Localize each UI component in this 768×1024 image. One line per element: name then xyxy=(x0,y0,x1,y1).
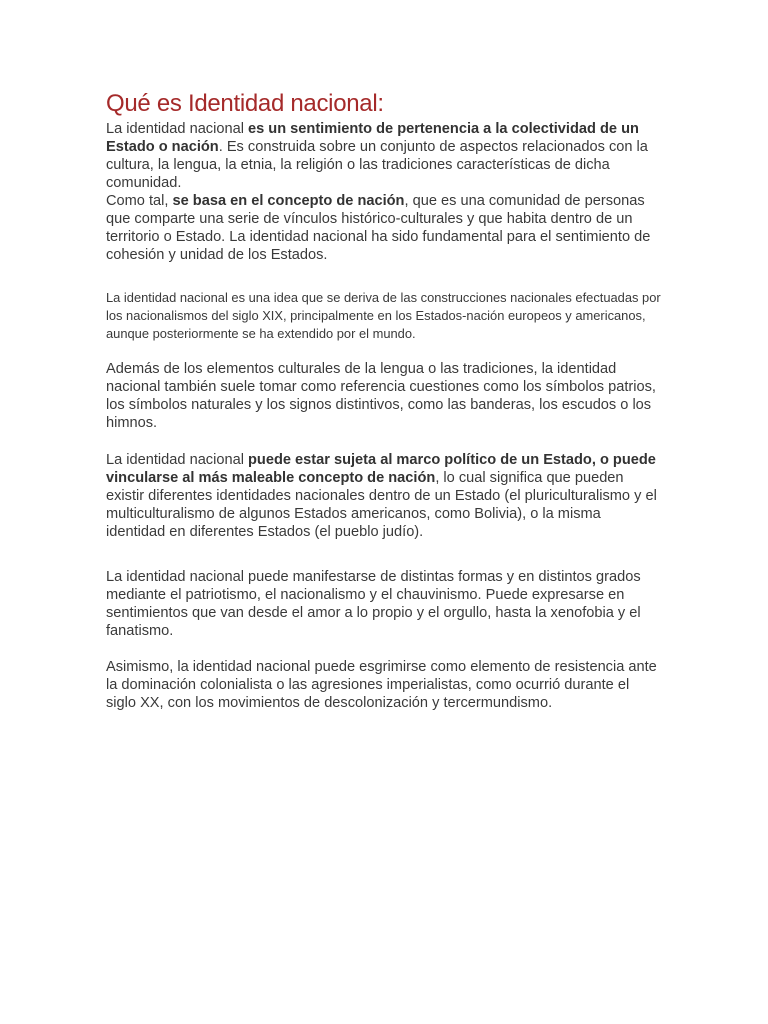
paragraph-origin: La identidad nacional es una idea que se deriva de las construcciones nacionales efectuadas por los nacionalismos del siglo XIX, principalmente en los Estados-nación europeos y americanos, aunque posteriormente se ha extendido por el mundo. xyxy=(106,290,661,341)
paragraph-text: La identidad nacional xyxy=(106,452,248,468)
bold-text: puede estar sujeta al marco político de un Estado, o puede vincularse al más maleable concepto de nación xyxy=(106,452,656,486)
document-page xyxy=(106,88,662,712)
paragraph-resistance: Asimismo, la identidad nacional puede esgrimirse como elemento de resistencia ante la dominación colonialista o las agresiones imperialistas, como ocurrió durante el siglo XX, con los movimientos de descolonización y tercermundismo. xyxy=(106,659,657,711)
paragraph-text: , que es una comunidad de personas que comparte una serie de vínculos histórico-culturales y que habita dentro de un territorio o Estado. La identidad nacional ha sido fundamental para el sentimiento de cohesión y unidad de los Estados. xyxy=(106,193,651,263)
bold-text: se basa en el concepto de nación xyxy=(172,193,405,209)
paragraph-political-frame xyxy=(106,451,662,541)
paragraph-text: . Es construida sobre un conjunto de aspectos relacionados con la cultura, la lengua, la etnia, la religión o las tradiciones características de dicha comunidad. xyxy=(106,139,648,191)
paragraph-concept xyxy=(106,192,662,264)
bold-text: es un sentimiento de pertenencia a la colectividad de un Estado o nación xyxy=(106,121,639,155)
paragraph-symbols: Además de los elementos culturales de la lengua o las tradiciones, la identidad nacional también suele tomar como referencia cuestiones como los símbolos patrios, los símbolos naturales y los signos distintivos, como las banderas, los escudos o los himnos. xyxy=(106,361,656,431)
page-title: Qué es Identidad nacional: xyxy=(106,90,384,117)
paragraph-text: , lo cual significa que pueden existir diferentes identidades nacionales dentro de un Estado (el pluriculturalismo y el multiculturalismo de algunos Estados americanos, como Bolivia), o la misma identidad en diferentes Estados (el pueblo judío). xyxy=(106,470,657,540)
paragraph-manifestations: La identidad nacional puede manifestarse de distintas formas y en distintos grados mediante el patriotismo, el nacionalismo y el chauvinismo. Puede expresarse en sentimientos que van desde el amor a lo propio y el orgullo, hasta la xenofobia y el fanatismo. xyxy=(106,569,641,639)
paragraph-definition xyxy=(106,120,662,192)
paragraph-text: La identidad nacional xyxy=(106,121,248,137)
paragraph-text: Como tal, xyxy=(106,193,173,209)
